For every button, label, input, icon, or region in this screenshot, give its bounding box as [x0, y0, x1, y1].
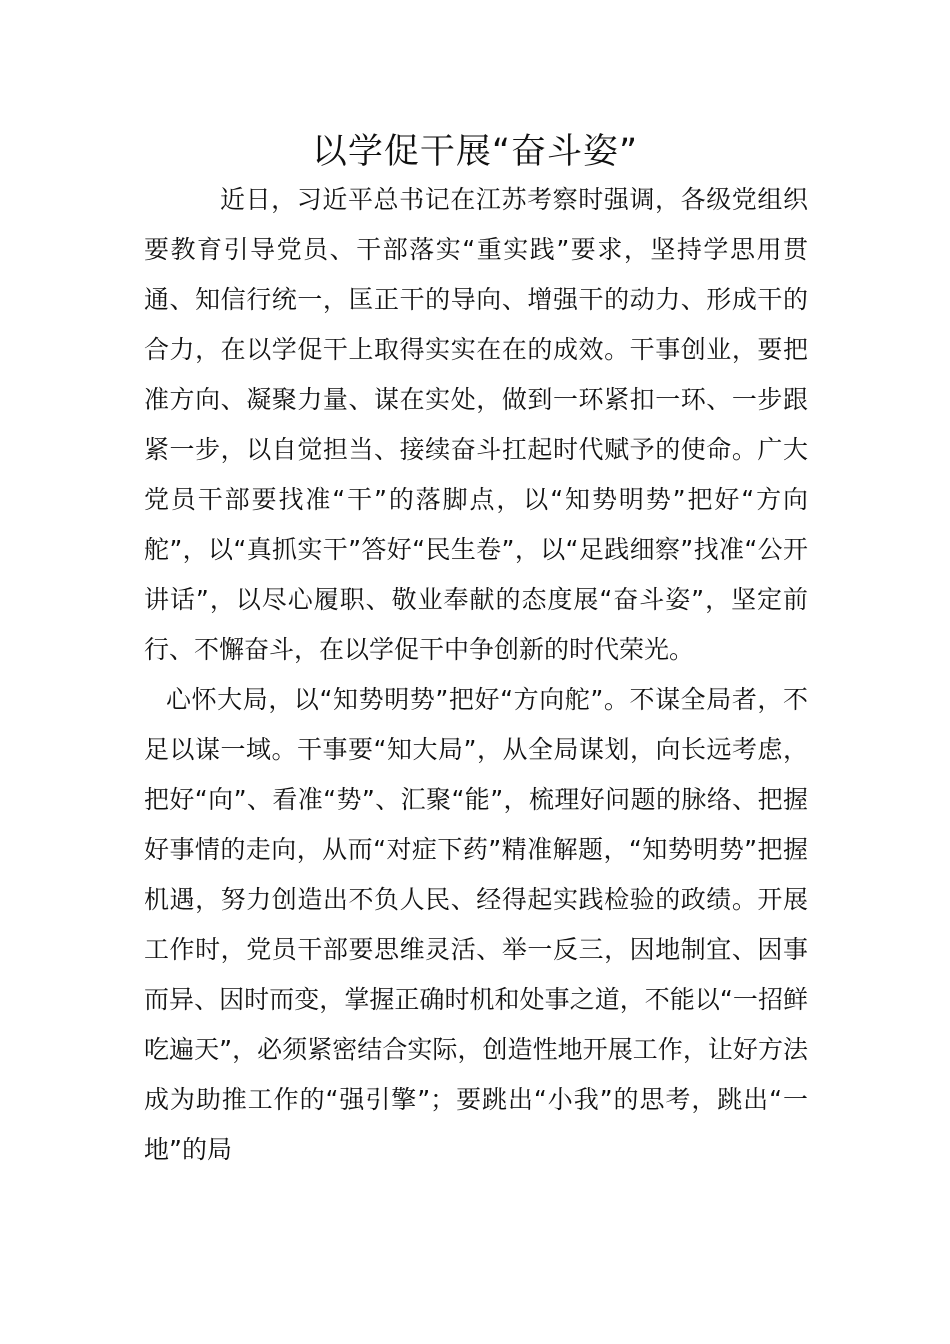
paragraph-intro: 近日，习近平总书记在江苏考察时强调，各级党组织要教育引导党员、干部落实“重实践”要求，坚持学思用贯通、知信行统一，匡正干的导向、增强干的动力、形成干的合力，在以学促干上取得实实在在的成效。干事创业，要把准方向、凝聚力量、谋在实处，做到一环紧扣一环、一步跟紧一步，以自觉担当、接续奋斗扛起时代赋予的使命。广大党员干部要找准“干”的落脚点，以“知势明势”把好“方向舵”，以“真抓实干”答好“民生卷”，以“足践细察”找准“公开讲话”，以尽心履职、敬业奉献的态度展“奋斗姿”，坚定前行、不懈奋斗，在以学促干中争创新的时代荣光。 — [144, 185, 808, 664]
document-title: 以学促干展“奋斗姿” — [311, 132, 639, 172]
paragraph-big-picture: 心怀大局，以“知势明势”把好“方向舵”。不谋全局者，不足以谋一域。干事要“知大局”，从全局谋划，向长远考虑，把好“向”、看准“势”、汇聚“能”，梳理好问题的脉络、把握好事情的走向，从而“对症下药”精准解题，“知势明势”把握机遇，努力创造出不负人民、经得起实践检验的政绩。开展工作时，党员干部要思维灵活、举一反三，因地制宜、因事而异、因时而变，掌握正确时机和处事之道，不能以“一招鲜吃遍天”，必须紧密结合实际，创造性地开展工作，让好方法成为助推工作的“强引擎”；要跳出“小我”的思考，跳出“一地”的局 — [144, 685, 808, 1164]
document-body — [144, 175, 808, 1175]
